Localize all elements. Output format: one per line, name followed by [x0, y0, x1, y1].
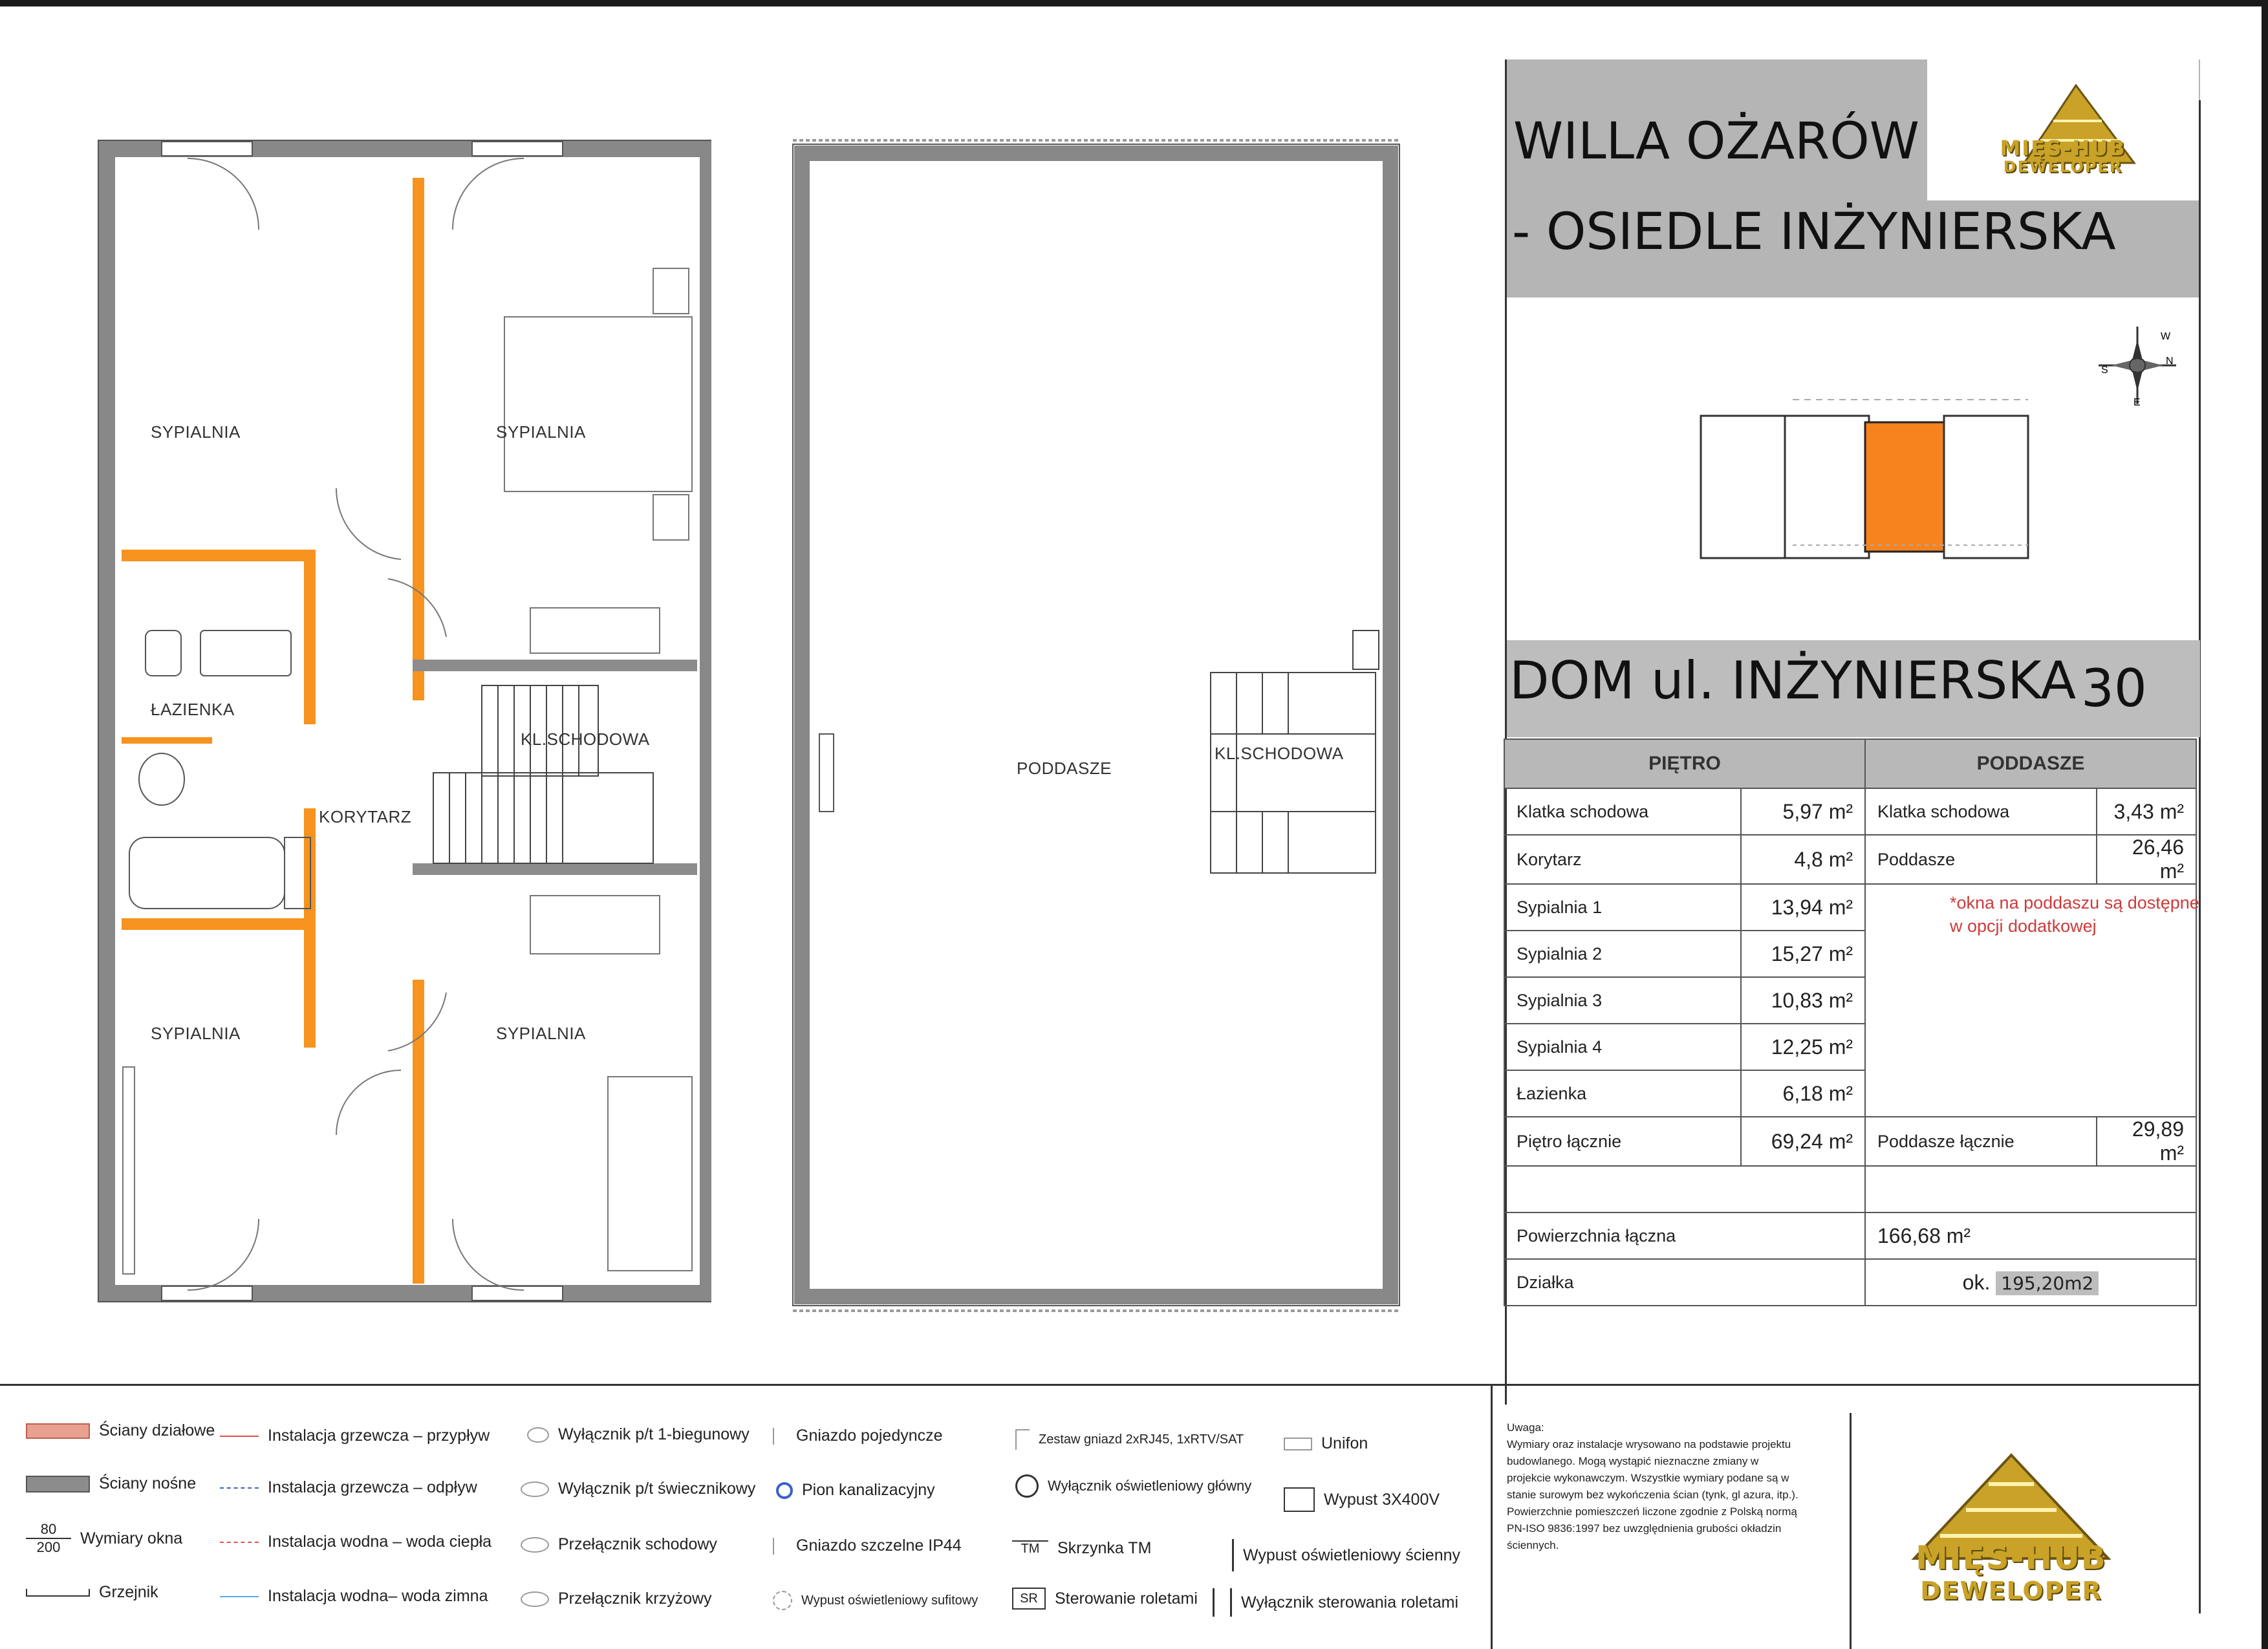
legend-partition-walls — [26, 1421, 215, 1440]
switch-single-icon — [527, 1427, 549, 1443]
legend-label: Wyłącznik p/t 1-biegunowy — [558, 1425, 750, 1443]
legend-label: Przełącznik schodowy — [558, 1535, 717, 1553]
window-bottom-right — [472, 1286, 563, 1300]
floor-row-name: Sypialnia 2 — [1504, 931, 1741, 977]
legend-ip44-socket — [773, 1536, 962, 1555]
legend-label: Instalacja grzewcza – przypływ — [268, 1427, 490, 1445]
remark-divider — [1491, 1384, 1493, 1649]
legend-switch-single — [527, 1425, 750, 1444]
floor-header: PIĘTRO — [1504, 739, 1865, 788]
attic-row-value: 3,43 m² — [2097, 788, 2196, 835]
floor-row-value: 5,97 m² — [1741, 788, 1865, 835]
furniture — [123, 268, 692, 1274]
legend-label: Wypust 3X400V — [1324, 1490, 1440, 1509]
legend-label: Wymiary okna — [80, 1529, 183, 1547]
logo-divider — [1850, 1413, 1852, 1649]
window-dimension-bottom: 200 — [36, 1539, 61, 1555]
hot-water-line — [220, 1542, 259, 1543]
room-label-bedroom-tl: SYPIALNIA — [151, 422, 241, 442]
staircase — [433, 685, 653, 863]
partition-wall-icon — [26, 1423, 90, 1439]
attic-plan — [790, 139, 1405, 1316]
wall-light-icon — [1226, 1539, 1234, 1571]
floor-row-name: Korytarz — [1504, 835, 1741, 884]
door-swings — [188, 158, 524, 1290]
room-label-bedroom-br: SYPIALNIA — [496, 1024, 586, 1043]
floor-row-value: 12,25 m² — [1741, 1024, 1865, 1070]
logo-top-name: MIĘS-HUB — [2000, 136, 2126, 160]
legend-ceiling-light — [773, 1591, 978, 1610]
legend-single-socket — [773, 1427, 943, 1445]
stair-wall-bottom — [413, 863, 697, 875]
floor-row-name: Sypialnia 3 — [1504, 977, 1741, 1024]
house-title: DOM ul. INŻYNIERSKA — [1509, 651, 2077, 711]
house-number: 30 — [2081, 658, 2147, 718]
blinds-control-icon: SR — [1012, 1588, 1046, 1610]
legend-label: Pion kanalizacyjny — [802, 1481, 935, 1499]
legend-load-bearing-walls — [26, 1474, 196, 1493]
attic-row-name: Klatka schodowa — [1865, 788, 2097, 835]
attic-total-value: 29,89 m² — [2097, 1117, 2196, 1166]
compass-icon — [2099, 320, 2176, 411]
legend-label: Unifon — [1321, 1434, 1368, 1452]
partition-walls — [122, 178, 424, 1284]
legend-label: Ściany nośne — [99, 1474, 197, 1493]
window-dimension-top: 80 — [26, 1521, 71, 1539]
floor-row-value: 15,27 m² — [1741, 931, 1865, 977]
title-line-1: WILLA OŻARÓW — [1513, 113, 1919, 171]
plot-label: Działka — [1504, 1259, 1865, 1306]
legend-label: Wypust oświetleniowy sufitowy — [801, 1593, 978, 1608]
logo-top-sub: DEWELOPER — [2003, 158, 2123, 176]
attic-row-name: Poddasze — [1865, 835, 2097, 884]
compass-n: N — [2166, 356, 2174, 367]
remark-title: Uwaga: — [1507, 1421, 1544, 1434]
floor-row-name: Łazienka — [1504, 1070, 1741, 1117]
room-label-bathroom: ŁAZIENKA — [151, 700, 235, 719]
legend-heating-supply — [220, 1427, 490, 1445]
legend-label: Wypust oświetleniowy ścienny — [1243, 1546, 1461, 1564]
legend-switch-double — [521, 1480, 755, 1498]
floor-total-label: Piętro łącznie — [1504, 1117, 1741, 1166]
legend-label: Przełącznik krzyżowy — [558, 1590, 712, 1608]
window-top-right — [472, 142, 563, 156]
legend-tm-box — [1012, 1539, 1151, 1558]
attic-note-cell — [1865, 884, 2199, 1117]
legend-label: Instalacja wodna – woda ciepła — [268, 1533, 492, 1551]
single-socket-icon — [773, 1428, 787, 1445]
floor-row-name: Sypialnia 1 — [1504, 884, 1741, 931]
legend-label: Sterowanie roletami — [1055, 1589, 1198, 1608]
legend-blinds-control — [1012, 1588, 1198, 1610]
floor-row-value: 10,83 m² — [1741, 977, 1865, 1024]
cold-water-line — [220, 1596, 259, 1597]
floor-row-value: 13,94 m² — [1741, 884, 1865, 931]
floor-plan — [97, 133, 711, 1322]
main-light-switch-icon — [1015, 1474, 1039, 1498]
legend-divider — [0, 1384, 2199, 1386]
logo-bottom — [1875, 1442, 2147, 1617]
heating-return-line — [220, 1487, 259, 1489]
legend-intercom — [1284, 1434, 1368, 1453]
logo-bottom-name: MIĘS-HUB — [1916, 1539, 2107, 1577]
legend-label: Wyłącznik p/t świecznikowy — [558, 1480, 756, 1498]
tm-box-icon: TM — [1012, 1540, 1048, 1557]
heating-supply-line — [220, 1436, 259, 1437]
compass-w: W — [2161, 331, 2171, 342]
radiator-icon — [26, 1589, 90, 1597]
floor-total-value: 69,24 m² — [1741, 1117, 1865, 1166]
legend-label: Gniazdo pojedyncze — [796, 1427, 943, 1445]
remark-block — [1507, 1419, 1804, 1554]
legend-label: Instalacja grzewcza – odpływ — [268, 1478, 477, 1496]
site-key-plan — [1696, 393, 2045, 561]
intercom-icon — [1284, 1438, 1312, 1450]
room-label-stairs: KL.SCHODOWA — [521, 729, 650, 749]
legend-stair-switch — [521, 1535, 717, 1554]
logo-top — [1927, 59, 2199, 200]
outer-wall — [107, 149, 708, 1293]
logo-pyramid-icon — [1927, 59, 2199, 200]
legend-label: Zestaw gniazd 2xRJ45, 1xRTV/SAT — [1039, 1432, 1244, 1447]
floor-row-value: 4,8 m² — [1741, 835, 1865, 884]
legend-label: Instalacja wodna– woda zimna — [268, 1587, 488, 1605]
sewer-riser-icon — [776, 1482, 793, 1499]
stair-switch-icon — [521, 1537, 549, 1553]
legend-hot-water — [220, 1533, 491, 1551]
room-label-bedroom-tr: SYPIALNIA — [496, 422, 586, 442]
attic-total-label: Poddasze łącznie — [1865, 1117, 2097, 1166]
total-area-label: Powierzchnia łączna — [1504, 1212, 1865, 1259]
legend-label: Ściany działowe — [99, 1421, 215, 1439]
rj45-set-icon — [1015, 1429, 1030, 1450]
attic-row-value: 26,46 m² — [2097, 835, 2196, 884]
house-title-panel — [1507, 640, 2200, 737]
room-label-bedroom-bl: SYPIALNIA — [151, 1024, 241, 1043]
load-bearing-wall-icon — [26, 1476, 90, 1493]
legend-blinds-switch — [1213, 1588, 1458, 1617]
highlighted-unit — [1865, 422, 1944, 552]
legend-label: Skrzynka TM — [1057, 1539, 1152, 1557]
floor-row-name: Klatka schodowa — [1504, 788, 1741, 835]
legend-label: Wyłącznik oświetleniowy główny — [1048, 1478, 1252, 1494]
title-panel — [1507, 59, 2200, 297]
legend-sewer-riser — [776, 1481, 935, 1500]
legend-three-phase-outlet — [1284, 1487, 1440, 1512]
stair-wall-top — [413, 660, 697, 671]
cross-switch-icon — [521, 1591, 549, 1607]
three-phase-outlet-icon — [1284, 1487, 1315, 1512]
blinds-switch-icon — [1213, 1588, 1232, 1617]
attic-outer-wall — [802, 153, 1390, 1297]
ip44-socket-icon — [773, 1538, 787, 1555]
window-bottom-left — [162, 1286, 252, 1300]
area-table — [1504, 738, 2201, 1306]
title-line-2: - OSIEDLE INŻYNIERSKA — [1512, 203, 2116, 261]
legend-heating-return — [220, 1478, 477, 1497]
bathroom-fixtures — [129, 630, 310, 909]
legend-label: Wyłącznik sterowania roletami — [1241, 1593, 1458, 1611]
legend-rj45-set — [1015, 1429, 1244, 1450]
attic-windows-note: *okna na poddaszu są dostępne w opcji dodatkowej — [1950, 893, 2199, 936]
legend-label: Gniazdo szczelne IP44 — [796, 1536, 962, 1555]
top-border — [0, 0, 2268, 6]
total-area-value: 166,68 m² — [1865, 1212, 2196, 1259]
compass-e: E — [2133, 397, 2141, 408]
room-label-corridor: KORYTARZ — [319, 807, 412, 826]
ceiling-light-icon — [773, 1591, 792, 1610]
floor-row-name: Sypialnia 4 — [1504, 1024, 1741, 1070]
attic-room-label: PODDASZE — [1017, 759, 1112, 778]
window-top-left — [162, 142, 252, 156]
legend-window-dimensions — [26, 1521, 182, 1556]
right-border — [2262, 0, 2268, 1649]
legend-label: Grzejnik — [99, 1583, 158, 1601]
attic-header: PODDASZE — [1865, 739, 2196, 788]
legend-main-light-switch — [1015, 1474, 1251, 1498]
legend-cold-water — [220, 1587, 488, 1606]
remark-text: Wymiary oraz instalacje wrysowano na podstawie projektu budowlanego. Mogą wystąpić nieznaczne zmiany w projekcie wykonawczym. Wszystkie wymiary podane są w stanie surowym bez wykończenia ścian (tynk, gl azura, itp.). Powierzchnie pomieszczeń liczone zgodnie z Polską normą PN-ISO 9836:1997 bez uwzględnienia grubości okładzin ściennych. — [1507, 1438, 1798, 1551]
legend-radiator — [26, 1583, 158, 1602]
plot-prefix: ok. — [1962, 1270, 1991, 1294]
plot-value-cell — [1865, 1259, 2196, 1306]
legend-cross-switch — [521, 1590, 712, 1608]
floor-row-value: 6,18 m² — [1741, 1070, 1865, 1117]
plot-value: 195,20m2 — [1996, 1271, 2099, 1295]
logo-bottom-sub: DEWELOPER — [1920, 1577, 2102, 1605]
legend-wall-light — [1226, 1539, 1460, 1571]
compass-s: S — [2101, 365, 2108, 376]
switch-double-icon — [521, 1482, 549, 1497]
attic-stairs-label: KL.SCHODOWA — [1215, 744, 1344, 763]
window-dimensions-icon — [26, 1521, 71, 1556]
